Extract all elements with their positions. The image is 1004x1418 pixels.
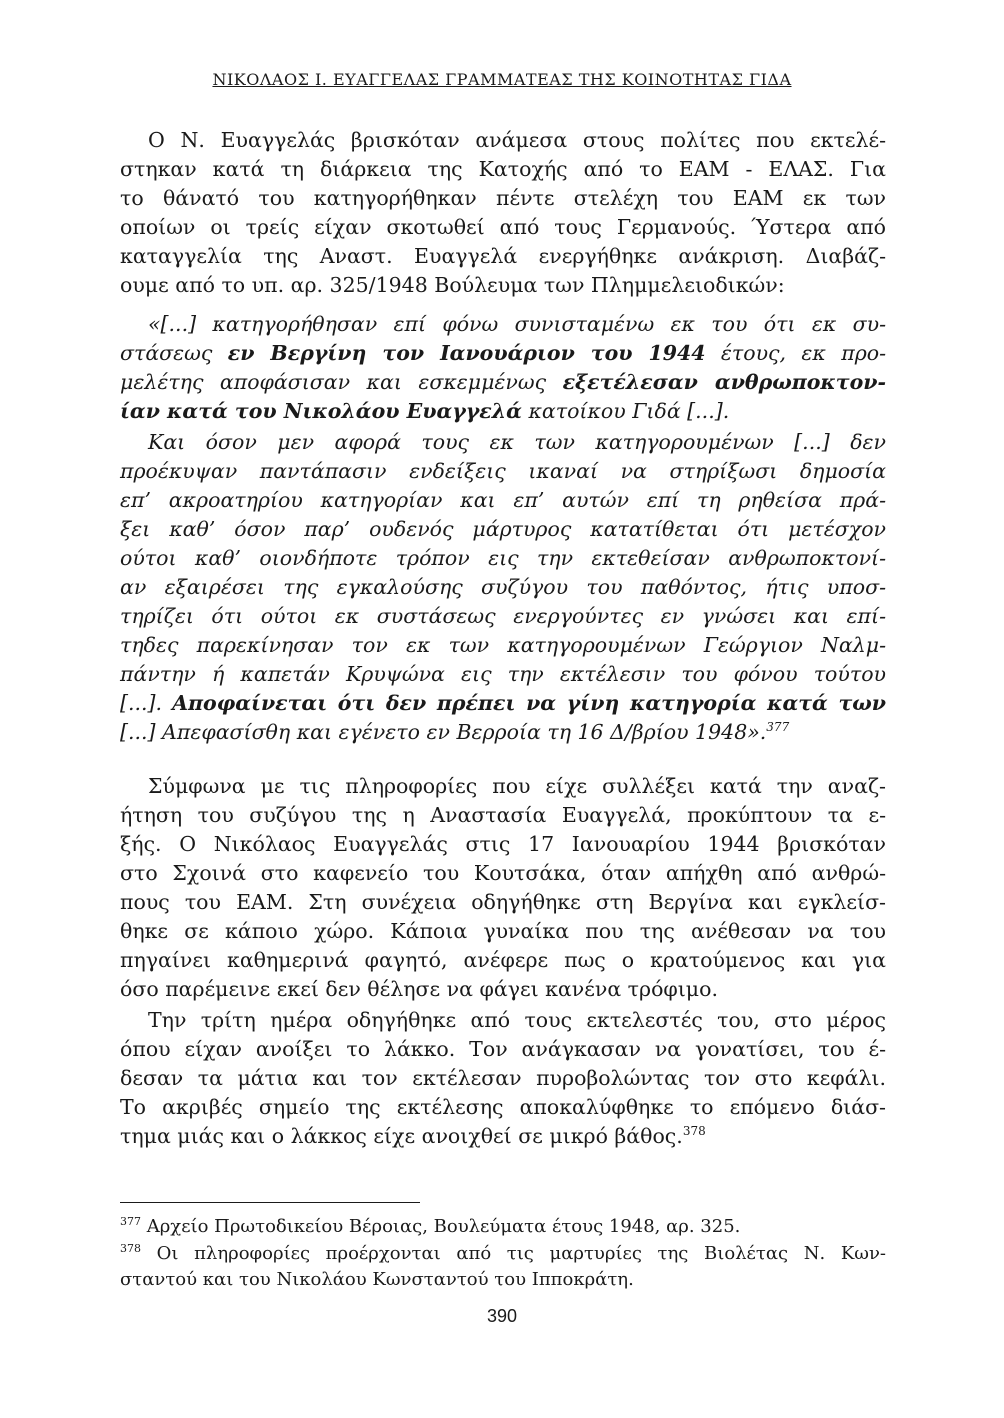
text-line: θηκε σε κάποιο χώρο. Κάποια γυναίκα που της ανέθεσαν να του xyxy=(120,919,886,943)
quote-line: ούτοι καθ’ οιονδήποτε τρόπον εις την εκτεθείσαν ανθρωποκτονί- xyxy=(120,546,886,570)
footnote-divider xyxy=(120,1202,420,1203)
footnote-continuation: σταντού και του Νικολάου Κωνσταντού του Ιπποκράτη. xyxy=(120,1269,634,1290)
text-line: όπου είχαν ανοίξει το λάκκο. Τον ανάγκασαν να γονατίσει, του έ- xyxy=(120,1037,886,1061)
quote-line: τηδες παρεκίνησαν τον εκ των κατηγορουμένων Γεώργιον Ναλμ- xyxy=(120,633,886,657)
quote-line: τηρίζει ότι ούτοι εκ συστάσεως ενεργούντες εν γνώσει και επί- xyxy=(120,604,886,628)
quote-line: ξει καθ’ όσον παρ’ ουδενός μάρτυρος κατατίθεται ότι μετέσχον xyxy=(120,517,886,541)
text-line: ουμε από το υπ. αρ. 325/1948 Βούλευμα των Πλημμελειοδικών: xyxy=(120,273,785,297)
quote-line: [...] Απεφασίσθη και εγένετο εν Βερροία τη 16 Δ/βρίου 1948».$^{377}$ xyxy=(120,720,790,744)
quote-line: επ’ ακροατηρίου κατηγορίαν και επ’ αυτών επί τη ρηθείσα πρά- xyxy=(120,488,886,512)
quote-line: στάσεως εν Βεργίνη τον Ιανουάριον του 1944 έτους, εκ προ- xyxy=(120,341,887,365)
text-line: καταγγελία της Αναστ. Ευαγγελά ενεργήθηκε ανάκριση. Διαβάζ- xyxy=(120,244,886,268)
text-line: ήτηση του συζύγου της η Αναστασία Ευαγγελά, προκύπτουν τα ε- xyxy=(120,803,886,827)
text-line: στο Σχοινά στο καφενείο του Κουτσάκα, όταν απήχθη από ανθρώ- xyxy=(120,861,886,885)
text-line: στηκαν κατά τη διάρκεια της Κατοχής από το ΕΑΜ - ΕΛΑΣ. Για xyxy=(120,157,886,181)
text-line: οποίων οι τρείς είχαν σκοτωθεί από τους Γερμανούς. Ύστερα από xyxy=(120,215,886,239)
quote-line: προέκυψαν παντάπασιν ενδείξεις ικαναί να στηρίξωσι δημοσία xyxy=(120,459,886,483)
text-line: δεσαν τα μάτια και τον εκτέλεσαν πυροβολώντας τον στο κεφάλι. xyxy=(120,1066,886,1090)
quote-line: Και όσον μεν αφορά τους εκ των κατηγορουμένων [...] δεν xyxy=(148,430,886,454)
quote-line: αν εξαιρέσει της εγκαλούσης συζύγου του παθόντος, ήτις υποσ- xyxy=(120,575,886,599)
footnote: $^{377}$ Αρχείο Πρωτοδικείου Βέροιας, Βουλεύματα έτους 1948, αρ. 325. xyxy=(120,1215,741,1237)
quote-line: «[...] κατηγορήθησαν επί φόνω συνισταμένω εκ του ότι εκ συ- xyxy=(148,312,886,336)
text-line: πους του ΕΑΜ. Στη συνέχεια οδηγήθηκε στη Βεργίνα και εγκλείσ- xyxy=(120,890,886,914)
text-line: Το ακριβές σημείο της εκτέλεσης αποκαλύφθηκε το επόμενο διάσ- xyxy=(120,1095,886,1119)
text-line: το θάνατό του κατηγορήθηκαν πέντε στελέχη του ΕΑΜ εκ των xyxy=(120,186,886,210)
quote-line: μελέτης αποφάσισαν και εσκεμμένως εξετέλεσαν ανθρωποκτον- xyxy=(120,370,886,394)
footnote-ref: 378 xyxy=(682,1124,706,1138)
text-line: τημα μιάς και ο λάκκος είχε ανοιχθεί σε μικρό βάθος.$^{378}$ xyxy=(120,1124,706,1148)
page-number: 390 xyxy=(486,1306,518,1326)
text-line: Ο Ν. Ευαγγελάς βρισκόταν ανάμεσα στους πολίτες που εκτελέ- xyxy=(148,128,886,152)
text-line: ξής. Ο Νικόλαος Ευαγγελάς στις 17 Ιανουαρίου 1944 βρισκόταν xyxy=(120,832,886,856)
running-header: ΝΙΚΟΛΑΟΣ Ι. ΕΥΑΓΓΕΛΑΣ ΓΡΑΜΜΑΤΕΑΣ ΤΗΣ ΚΟΙΝΟΤΗΤΑΣ ΓΙΔΑ xyxy=(212,70,792,89)
text-line: πηγαίνει καθημερινά φαγητό, ανέφερε πως ο κρατούμενος και για xyxy=(120,948,886,972)
quote-line: [...]. Αποφαίνεται ότι δεν πρέπει να γίνη κατηγορία κατά των xyxy=(120,691,887,715)
text-line: όσο παρέμεινε εκεί δεν θέλησε να φάγει κανένα τρόφιμο. xyxy=(120,977,718,1001)
text-line: Την τρίτη ημέρα οδηγήθηκε από τους εκτελεστές του, στο μέρος xyxy=(148,1008,886,1032)
footnote: $^{378}$ Οι πληροφορίες προέρχονται από τις μαρτυρίες της Βιολέτας Ν. Κων- xyxy=(120,1242,886,1264)
quote-line: ίαν κατά του Νικολάου Ευαγγελά κατοίκου Γιδά [...]. xyxy=(120,399,730,423)
text-line: Σύμφωνα με τις πληροφορίες που είχε συλλέξει κατά την αναζ- xyxy=(148,774,886,798)
quote-line: πάντην ή καπετάν Κρυψώνα εις την εκτέλεσιν του φόνου τούτου xyxy=(120,662,886,686)
footnote-ref: 377 xyxy=(766,720,790,734)
